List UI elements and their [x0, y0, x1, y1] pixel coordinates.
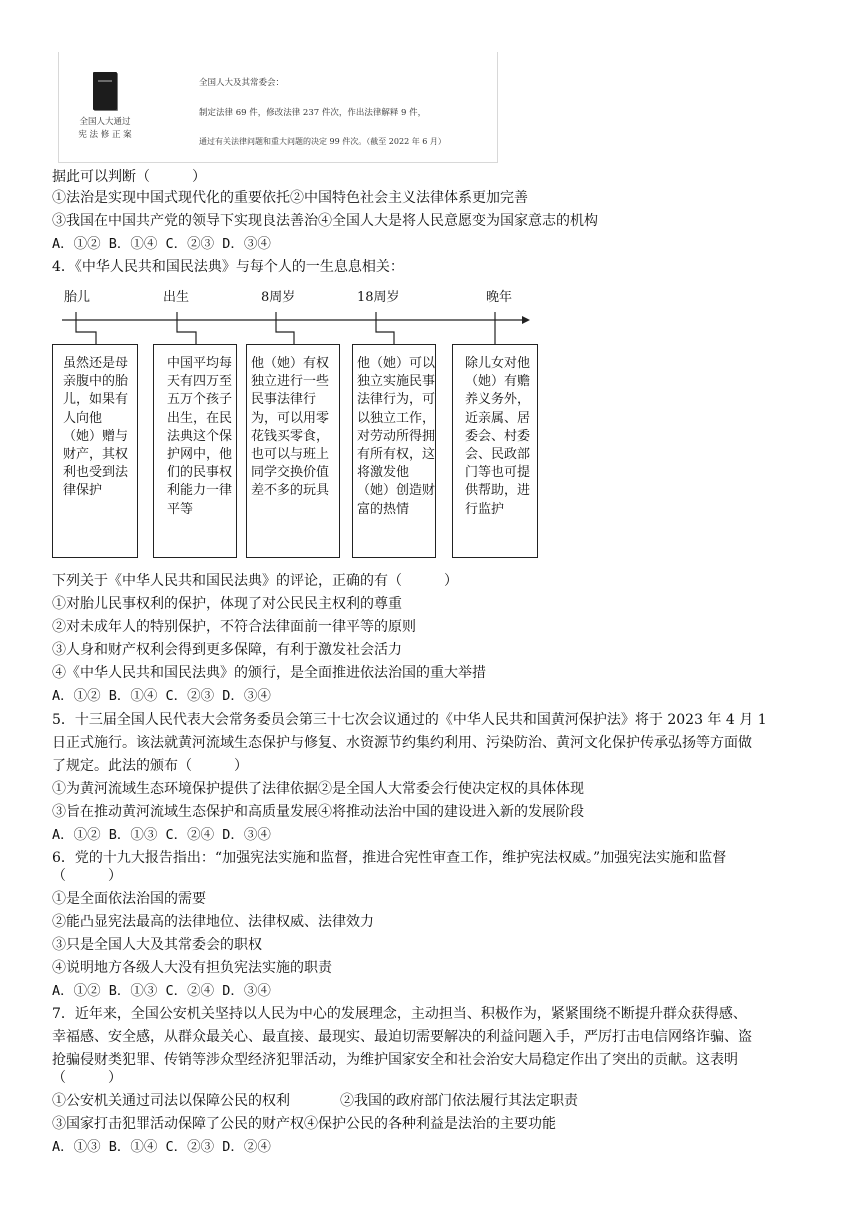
q4-answer-choices: A．①② B．①④ C．②③ D．③④: [52, 688, 271, 704]
q3-stem: 据此可以判断（ ）: [52, 169, 206, 185]
q7-stem-line4: （ ）: [52, 1070, 122, 1086]
stage-box-age8-text: 他（她）有权独立进行一些民事法律行为，可以用零花钱买零食，也可以与班上同学交换价值差不多的玩具: [251, 356, 330, 499]
q4-option-4: ④《中华人民共和国民法典》的颁行，是全面推进依法治国的重大举措: [52, 665, 486, 681]
book-caption: [65, 116, 145, 142]
q5-stem-line1: 5．十三届全国人民代表大会常务委员会第三十七次会议通过的《中华人民共和国黄河保护法》将于 2023 年 4 月 1: [52, 712, 767, 728]
q7-stem-line2: 幸福感、安全感，从群众最关心、最直接、最现实、最迫切需要解决的利益问题入手，严厉打击电信网络诈骗、盗: [52, 1029, 752, 1045]
q5-stem-line2: 日正式施行。该法就黄河流域生态保护与修复、水资源节约集约利用、污染防治、黄河文化保护传承弘扬等方面做: [52, 735, 752, 751]
q6-answer-choices: A．①② B．①③ C．②④ D．③④: [52, 983, 271, 999]
q7-stem-line3: 抢骗侵财类犯罪、传销等涉众型经济犯罪活动，为维护国家安全和社会治安大局稳定作出了突出的贡献。这表明: [52, 1052, 738, 1068]
q4-option-3: ③人身和财产权利会得到更多保障，有利于激发社会活力: [52, 642, 402, 658]
q5-options-line2: ③旨在推动黄河流域生态保护和高质量发展④将推动法治中国的建设进入新的发展阶段: [52, 804, 584, 820]
q6-stem-line2: （ ）: [52, 868, 122, 884]
stage-box-birth-text: 中国平均每天有四万至五万个孩子出生，在民法典这个保护网中，他们的民事权利能力一律平等: [167, 356, 233, 517]
connector-birth: [177, 320, 196, 344]
stage-box-age8: [246, 344, 340, 558]
q7-options-line1b: ②我国的政府部门依法履行其法定职责: [340, 1093, 578, 1109]
q7-options-line2: ③国家打击犯罪活动保障了公民的财产权④保护公民的各种利益是法治的主要功能: [52, 1116, 556, 1132]
connector-age8: [276, 320, 294, 344]
q5-options-line1: ①为黄河流域生态环境保护提供了法律依据②是全国人大常委会行使决定权的具体体现: [52, 781, 584, 797]
q7-answer-choices: A．①③ B．①④ C．②③ D．②④: [52, 1139, 271, 1155]
book-caption-line1: 全国人大通过: [79, 117, 131, 127]
stage-box-age18-text: 他（她）可以独立实施民事法律行为，可以独立工作，对劳动所得拥有所有权，这将激发他（她）创造财富的热情: [357, 356, 436, 517]
stage-box-age18: [352, 344, 436, 558]
q7-options-line1a: ①公安机关通过司法以保障公民的权利: [52, 1093, 290, 1109]
law-statistics-image: [58, 52, 498, 163]
q5-stem-line3: 了规定。此法的颁布（ ）: [52, 758, 248, 774]
stage-label-old-age: 晚年: [486, 290, 513, 305]
q4-option-2: ②对未成年人的特别保护，不符合法律面前一律平等的原则: [52, 619, 416, 635]
timeline-arrowhead: [522, 316, 530, 324]
q3-options-line1: ①法治是实现中国式现代化的重要依托②中国特色社会主义法律体系更加完善: [52, 190, 528, 206]
stage-label-fetus: 胎儿: [64, 290, 91, 305]
timeline-diagram: [0, 280, 860, 350]
constitution-book-icon: [93, 72, 117, 110]
q4-stem: 4．《中华人民共和国民法典》与每个人的一生息息相关：: [52, 259, 404, 275]
info-title: 全国人大及其常委会：: [199, 78, 285, 88]
q7-stem-line1: 7．近年来，全国公安机关坚持以人民为中心的发展理念，主动担当、积极作为，紧紧围绕不断提升群众获得感、: [52, 1006, 747, 1022]
q6-option-3: ③只是全国人大及其常委会的职权: [52, 937, 262, 953]
q4-option-1: ①对胎儿民事权利的保护，体现了对公民民主权利的尊重: [52, 596, 402, 612]
stage-box-fetus: [52, 344, 138, 558]
connector-fetus: [76, 320, 96, 344]
q6-option-4: ④说明地方各级人大没有担负宪法实施的职责: [52, 960, 332, 976]
stage-label-age18: 18周岁: [357, 290, 400, 305]
q3-answer-choices: A．①② B．①④ C．②③ D．③④: [52, 236, 271, 252]
stage-box-birth: [153, 344, 237, 558]
connector-age18: [376, 320, 394, 344]
q6-option-2: ②能凸显宪法最高的法律地位、法律权威、法律效力: [52, 914, 374, 930]
info-line1: 制定法律 69 件，修改法律 237 件次，作出法律解释 9 件，: [199, 108, 427, 118]
q6-stem-line1: 6．党的十九大报告指出：“加强宪法实施和监督，推进合宪性审查工作，维护宪法权威。”加强宪法实施和监督: [52, 850, 727, 866]
stage-label-age8: 8周岁: [261, 290, 296, 305]
stage-box-old-age: [452, 344, 538, 558]
q4-question: 下列关于《中华人民共和国民法典》的评论，正确的有（ ）: [52, 573, 458, 589]
stage-box-old-age-text: 除儿女对他（她）有赡养义务外，近亲属、居委会、村委会、民政部门等也可提供帮助，进行监护: [465, 356, 531, 517]
info-line2: 通过有关法律问题和重大问题的决定 99 件次。（截至 2022 年 6 月）: [199, 137, 446, 146]
stage-label-birth: 出生: [163, 290, 190, 305]
book-caption-line2: 宪 法 修 正 案: [78, 130, 132, 140]
q6-option-1: ①是全面依法治国的需要: [52, 891, 206, 907]
stage-box-fetus-text: 虽然还是母亲腹中的胎儿，如果有人向他（她）赠与财产，其权利也受到法律保护: [63, 356, 129, 499]
q5-answer-choices: A．①② B．①③ C．②④ D．③④: [52, 827, 271, 843]
q3-options-line2: ③我国在中国共产党的领导下实现良法善治④全国人大是将人民意愿变为国家意志的机构: [52, 213, 598, 229]
